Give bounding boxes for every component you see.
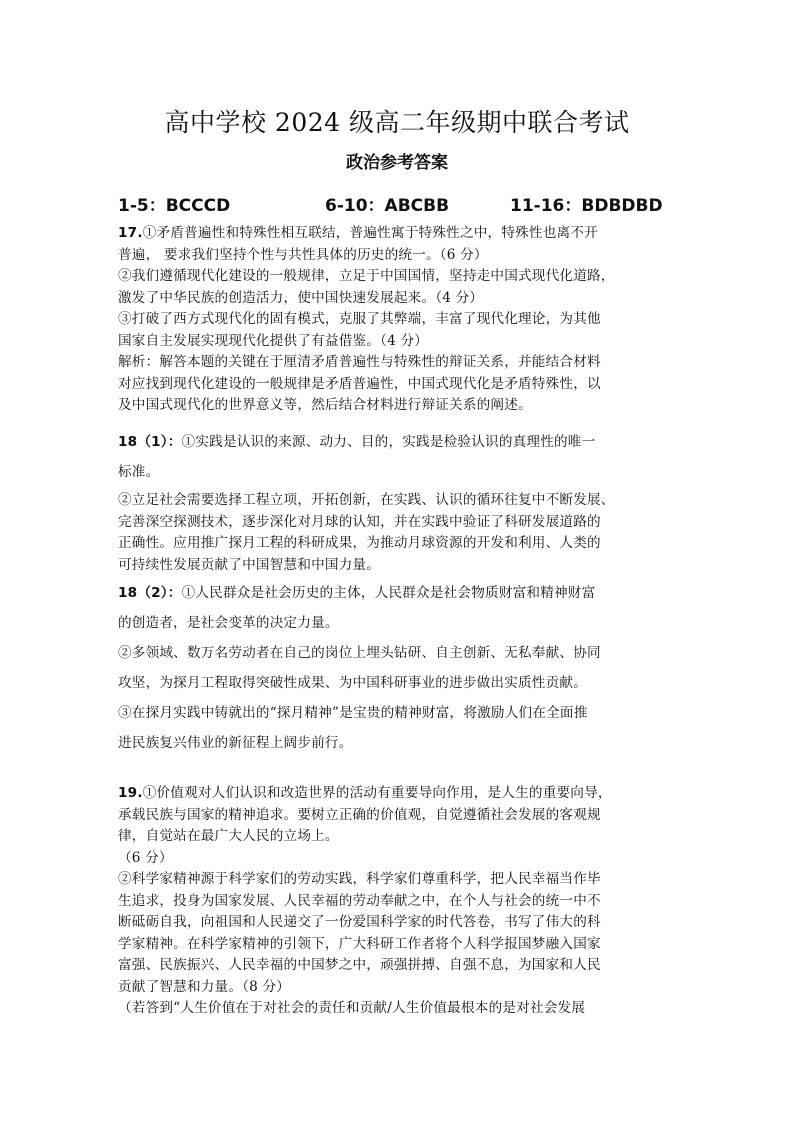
answer-line: 对应找到现代化建设的一般规律是矛盾普遍性，中国式现代化是矛盾特殊性，以 [118, 375, 601, 392]
answer-line: 的创造者，是社会变革的决定力量。 [118, 615, 339, 631]
question-number: 19. [118, 785, 143, 801]
exam-subtitle: 政治参考答案 [346, 153, 448, 173]
mc-answers-6-10: 6-10：ABCBB [325, 196, 450, 216]
answer-line: 学家精神。在科学家精神的引领下，广大科研工作者将个人科学报国梦融入国家 [118, 935, 601, 952]
answer-line: 承载民族与国家的精神追求。要树立正确的价值观，自觉遵循社会发展的客观规 [118, 806, 601, 823]
answer-line: 生追求，投身为国家发展、人民幸福的劳动奉献之中，在个人与社会的统一中不 [118, 892, 601, 909]
question-number: 17. [118, 225, 143, 241]
answer-line: 完善深空探测技术，逐步深化对月球的认知，并在实践中验证了科研发展道路的 [118, 513, 601, 530]
answer-line: 17.①矛盾普遍性和特殊性相互联结，普遍性寓于特殊性之中，特殊性也离不开 [118, 225, 598, 241]
mc-answers-11-16: 11-16：BDBDBD [510, 196, 663, 216]
q18-1-answer-cont [118, 488, 682, 574]
answer-line: 18（1）：①实践是认识的来源、动力、目的，实践是检验认识的真理性的唯一 [118, 434, 596, 450]
question-number: 18（2）： [118, 585, 182, 601]
q19-answer [118, 781, 682, 1018]
answer-line: 律，自觉站在最广大人民的立场上。 [118, 828, 339, 844]
answer-line: （若答到“人生价值在于对社会的责任和贡献/人生价值最根本的是对社会发展 [118, 1000, 586, 1016]
answer-line: 解析：解答本题的关键在于厘清矛盾普遍性与特殊性的辩证关系，并能结合材料 [118, 354, 601, 370]
question-number: 18（1）： [118, 434, 182, 450]
answer-line: ②科学家精神源于科学家们的劳动实践，科学家们尊重科学，把人民幸福当作毕 [118, 871, 601, 887]
answer-line: （6 分） [118, 849, 173, 866]
answer-line: 普遍， 要求我们坚持个性与共性具体的历史的统一。（6 分） [118, 246, 488, 263]
mc-answers-1-5: 1-5：BCCCD [118, 196, 231, 216]
answer-line: 攻坚，为探月工程取得突破性成果、为中国科研事业的进步做出实质性贡献。 [118, 675, 587, 691]
answer-line: 及中国式现代化的世界意义等，然后结合材料进行辩证关系的阐述。 [118, 397, 532, 413]
answer-line: 19.①价值观对人们认识和改造世界的活动有重要导向作用，是人生的重要向导， [118, 785, 612, 801]
q18-2-answer [118, 578, 682, 758]
answer-line: 断砥砺自我，向祖国和人民递交了一份爱国科学家的时代答卷，书写了伟大的科 [118, 914, 601, 930]
q18-1-answer [118, 427, 682, 487]
answer-line: 激发了中华民族的创造活力，使中国快速发展起来。（4 分） [118, 289, 484, 306]
answer-line: 18（2）：①人民群众是社会历史的主体，人民群众是社会物质财富和精神财富 [118, 585, 596, 601]
answer-line: 可持续性发展贡献了中国智慧和中国力量。 [118, 556, 381, 573]
answer-line: 正确性。应用推广探月工程的科研成果，为推动月球资源的开发和利用、人类的 [118, 535, 601, 551]
q17-answer [118, 221, 682, 415]
answer-line: ②多领域、数万名劳动者在自己的岗位上埋头钻研、自主创新、无私奉献、协同 [118, 645, 601, 661]
exam-title: 高中学校 2024 级高二年级期中联合考试 [164, 108, 630, 137]
answer-line: ③打破了西方式现代化的固有模式，克服了其弊端，丰富了现代化理论，为其他 [118, 311, 601, 327]
answer-line: 国家自主发展实现现代化提供了有益借鉴。（4 分） [118, 332, 429, 349]
answer-line: ②我们遵循现代化建设的一般规律，立足于中国国情，坚持走中国式现代化道路， [118, 268, 615, 284]
answer-line: ③在探月实践中铸就出的“探月精神”是宝贵的精神财富，将激励人们在全面推 [118, 705, 588, 721]
answer-line: ②立足社会需要选择工程立项，开拓创新，在实践、认识的循环往复中不断发展、 [118, 492, 615, 508]
answer-line: 富强、民族振兴、人民幸福的中国梦之中，顽强拼搏、自强不息，为国家和人民 [118, 957, 601, 973]
answer-line: 贡献了智慧和力量。（8 分） [118, 978, 291, 995]
answer-line: 标准。 [118, 464, 160, 480]
answer-line: 进民族复兴伟业的新征程上阔步前行。 [118, 735, 353, 751]
